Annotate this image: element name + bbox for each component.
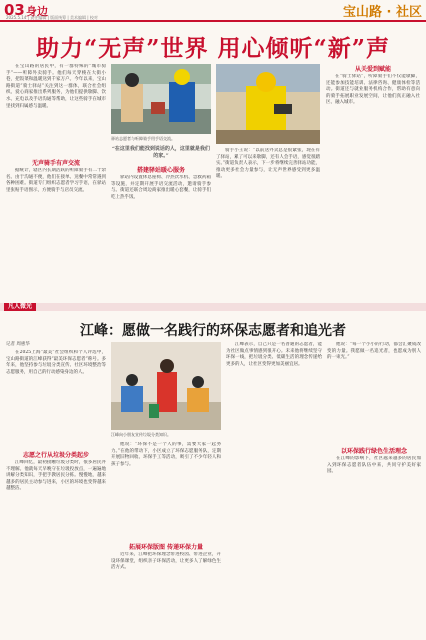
article2-subhead2: 拓展环保版图 传递环保力量 — [128, 544, 204, 551]
article2-subhead3: 以环保践行绿色生活理念 — [340, 448, 407, 455]
article2-col1: 在2025上海“最美”社会组织和个人评选中，宝山路街道的江峰获得“最美环保志愿者”称号。多年来，他坚持参与垃圾分类宣传、社区环境整治等志愿服务，用自己的行动感染身边的人。 — [6, 350, 106, 375]
article2-col2b: 近年来，江峰把环保理念带进校园、带进企业，开设环保课堂，组织亲子环保活动，让更多人了解绿色生活方式。 — [111, 552, 221, 571]
article1-col1b: 据统计，辖区内长期活跃的听障骑手有二十余名。由于沟通不便，他们在接单、送餐中常常遇到各种困难。街道专门组织志愿者学习手语，在驿站里张贴手语图示，方便骑手与店员交流。 — [6, 168, 106, 193]
photo-rider-with-volunteer — [111, 64, 211, 134]
article1-col2b: 驿站内设置休息座椅、冷热饮水机、急救药箱等设施，并定期开展手语交流活动，邀请骑手参与。街道还联合周边商家推出暖心套餐，让骑手们吃上热乎饭。 — [111, 175, 211, 200]
article2-col1b: 江峰回忆，最初接触垃圾分类时，很多居民并不理解。他就每天早晚守在垃圾投放点，一遍遍地讲解分类知识，手把手教居民分拣。慢慢地，越来越多的居民主动参与进来，小区的环境也变得越来越整洁。 — [6, 460, 106, 492]
headline-bottom: 江峰：愿做一名践行的环保志愿者和追光者 — [80, 323, 346, 339]
article2-col3: 江峰表示，自己只是一名普通的志愿者，能为社区做点事情感到很开心。未来他将继续坚守环保一线，把垃圾分类、低碳生活的理念传递给更多的人，让社区变得更加美丽宜居。 — [226, 342, 322, 367]
headline-top: 助力“无声”世界 用心倾听“新”声 — [36, 35, 390, 62]
page-number: 03 — [4, 1, 25, 19]
article1-photo-caption: 驿站志愿者与听障骑手用手语交流。 — [111, 136, 175, 141]
section-title: 身边 — [26, 5, 48, 18]
section-title-right: 宝山路 · 社区 — [343, 5, 422, 20]
photo-rider-using-phone — [216, 64, 320, 144]
article2-photo-caption: 江峰向小朋友宣传垃圾分类知识。 — [111, 432, 171, 437]
article1-subhead3: 从关爱到赋能 — [354, 66, 391, 73]
page-meta: 2025.5.14 | 责任编辑 | 版面统筹 | 美术编辑 | 校对 — [6, 15, 98, 20]
article2-byline: 记者 周惠华 — [6, 342, 30, 347]
article2-col4: 他说：“每一个小小的行动，都会汇聚成改变的力量。我愿做一名追光者，也愿成为别人的一束光。” — [327, 342, 421, 361]
article1-col4: 在“骑士驿站”，听障骑手们不仅能歇脚，还能参加技能培训、法律咨询、健康体检等活动。街道还与就业服务机构合作，帮助有意向的骑手拓展职业发展空间，让他们真正融入社区、融入城市。 — [326, 74, 420, 106]
article2-subhead1: 志愿之行从垃圾分类起步 — [22, 452, 89, 459]
article1-subhead2: 搭建驿站暖心服务 — [136, 167, 185, 174]
article1-quote: “在这里我们能找到说话的人，这里就是我们的家。” — [112, 146, 210, 159]
article1-col3: 骑手小王说：“以前送外卖总是很紧张，现在有了驿站，累了可以来歇脚，还有人会手语，感觉很踏实。”街道负责人表示，下一步将继续完善驿站功能，推动更多社会力量参与，让无声世界感受到更多温暖。 — [216, 148, 320, 180]
article1-col1: 在宝山路的居民中，有一群特殊的“城市骑手”——听障外卖骑手。他们每天穿梭在大街小巷，把饭菜和温暖送到千家万户。今年以来，宝山路街道“骑士驿站”关注到这一群体，联合社会组织、爱心商家推出系列服务，为他们提供歇脚、饮水、充电以及手语沟通等帮助，让这些骑手在城市里找到归属感与温暖。 — [6, 64, 106, 109]
page-header — [0, 0, 426, 22]
section-band — [0, 303, 426, 311]
article1-subhead1: 无声骑手有声交流 — [31, 160, 80, 167]
photo-jiangfeng-with-children — [111, 342, 221, 430]
section-band-tag: 凡人微光 — [4, 303, 36, 311]
article2-col4b: 在江峰的影响下，社区越来越多的居民加入到环保志愿者队伍中来，共同守护美好家园。 — [327, 456, 421, 475]
article2-col2: 他说：“环保不是一个人的事，需要大家一起努力。”在他的带动下，小区成立了环保志愿服务队，定期开展旧物回收、环保手工等活动，吸引了不少年轻人和孩子参与。 — [111, 442, 221, 467]
